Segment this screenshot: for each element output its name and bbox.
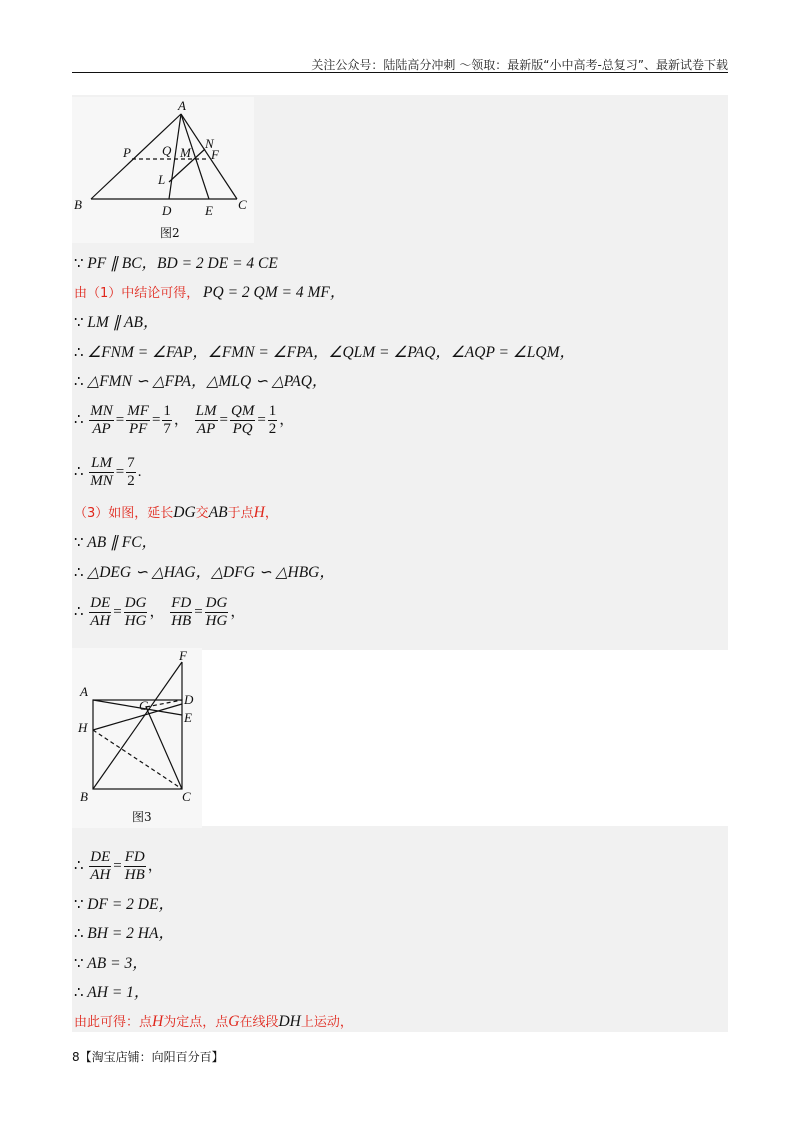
fraction: $\frac{MF}{PF}$	[127, 403, 149, 438]
fraction: $\frac{LM}{AP}$	[195, 403, 217, 438]
label-L: L	[158, 172, 166, 187]
line-17: 由此可得：点H为定点，点G在线段DH上运动，	[74, 1013, 353, 1030]
label-P: P	[123, 145, 131, 160]
fraction: $\frac{LM}{MN}$	[90, 455, 113, 490]
line-8: （3）如图，延长DG交AB于点H，	[74, 504, 278, 521]
math-text: PF ∥ BC，BD = 2 DE = 4 CE	[87, 255, 278, 272]
line-15	[74, 954, 148, 974]
label-E: E	[184, 710, 192, 725]
symbol: ∵	[74, 956, 84, 972]
fraction: $\frac{1}{7}$	[163, 403, 171, 438]
figure-2-caption: 图2	[160, 226, 180, 240]
symbol: ∵	[74, 535, 84, 551]
line-2	[74, 283, 345, 304]
fraction: $\frac{DE}{AH}$	[90, 595, 111, 630]
symbol: ∴	[74, 604, 84, 620]
math-text: △DEG ∽ △HAG，△DFG ∽ △HBG，	[87, 564, 335, 581]
fraction: $\frac{DG}{HG}$	[205, 595, 228, 630]
symbol: ∴	[74, 858, 84, 874]
symbol: ∴	[74, 985, 84, 1001]
symbol: ∵	[74, 315, 84, 331]
label-N: N	[205, 136, 214, 151]
symbol: ∵	[74, 897, 84, 913]
label-E: E	[205, 203, 213, 218]
explanation-text: 由（1）中结论可得，	[74, 286, 200, 301]
symbol: ∴	[74, 565, 84, 581]
header-rule	[72, 72, 728, 73]
line-12: ∴ $\frac{DE}{AH}$ = $\frac{FD}{HB}$ ，	[74, 849, 163, 884]
label-A: A	[80, 684, 88, 699]
line-7: ∴ $\frac{LM}{MN}$ = $\frac{7}{2}$ .	[74, 455, 142, 490]
fraction: $\frac{1}{2}$	[268, 403, 277, 438]
symbol: ∵	[74, 256, 84, 272]
figure-2-diagram	[72, 97, 254, 243]
page-footer: 8【淘宝店铺：向阳百分百】	[72, 1050, 224, 1064]
fraction: $\frac{FD}{HB}$	[171, 595, 192, 630]
page-header: 关注公众号：陆陆高分冲刺 ～领取：最新版“小中高考-总复习”、最新试卷下载	[311, 58, 728, 72]
line-4	[74, 343, 575, 363]
line-10	[74, 563, 335, 583]
symbol: ∴	[74, 374, 84, 390]
label-B: B	[74, 197, 82, 212]
label-G: G	[139, 698, 149, 713]
math-text: PQ = 2 QM = 4 MF，	[203, 284, 346, 301]
line-13	[74, 895, 174, 915]
fraction: $\frac{FD}{HB}$	[124, 849, 145, 884]
symbol: ∴	[74, 412, 84, 428]
label-B: B	[80, 789, 88, 804]
line-16	[74, 983, 149, 1003]
math-text: LM ∥ AB，	[87, 314, 159, 331]
fraction: $\frac{7}{2}$	[127, 455, 135, 490]
figure-2	[72, 97, 254, 243]
figure-3	[72, 648, 202, 828]
label-H: H	[78, 720, 88, 735]
symbol: ∴	[74, 464, 84, 480]
label-F: F	[211, 147, 219, 162]
label-C: C	[238, 197, 247, 212]
line-9	[74, 533, 157, 553]
figure-3-caption: 图3	[132, 810, 152, 824]
label-M: M	[180, 145, 191, 160]
label-Q: Q	[162, 143, 172, 158]
label-A: A	[178, 98, 186, 113]
line-11: ∴ $\frac{DE}{AH}$ = $\frac{DG}{HG}$ ， $\frac{FD}{HB}$ = $\frac{DG}{HG}$ ，	[74, 595, 246, 630]
math-text: BH = 2 HA，	[87, 925, 174, 942]
fraction: $\frac{QM}{PQ}$	[230, 403, 255, 438]
line-14	[74, 924, 174, 944]
math-text: AB ∥ FC，	[87, 534, 158, 551]
label-D: D	[184, 692, 194, 707]
line-3	[74, 313, 159, 333]
math-text: DF = 2 DE，	[87, 896, 174, 913]
label-D: D	[162, 203, 172, 218]
line-1	[74, 254, 278, 274]
math-text: ∠FNM = ∠FAP，∠FMN = ∠FPA，∠QLM = ∠PAQ，∠AQP = ∠LQM，	[87, 344, 575, 361]
fraction: $\frac{MN}{AP}$	[90, 403, 113, 438]
symbol: ∴	[74, 345, 84, 361]
symbol: ∴	[74, 926, 84, 942]
figure-3-diagram	[72, 648, 202, 828]
fraction: $\frac{DG}{HG}$	[124, 595, 147, 630]
math-text: AH = 1，	[87, 984, 150, 1001]
label-F: F	[179, 648, 187, 663]
fraction: $\frac{DE}{AH}$	[90, 849, 111, 884]
line-6: ∴ $\frac{MN}{AP}$ = $\frac{MF}{PF}$ = $\frac{1}{7}$ ， $\frac{LM}{AP}$ = $\frac{QM}{PQ}$ = $\frac{1}{2}$ ，	[74, 403, 295, 438]
line-5	[74, 372, 327, 392]
math-text: AB = 3，	[87, 955, 148, 972]
math-text: △FMN ∽ △FPA，△MLQ ∽ △PAQ，	[87, 373, 328, 390]
label-C: C	[182, 789, 191, 804]
